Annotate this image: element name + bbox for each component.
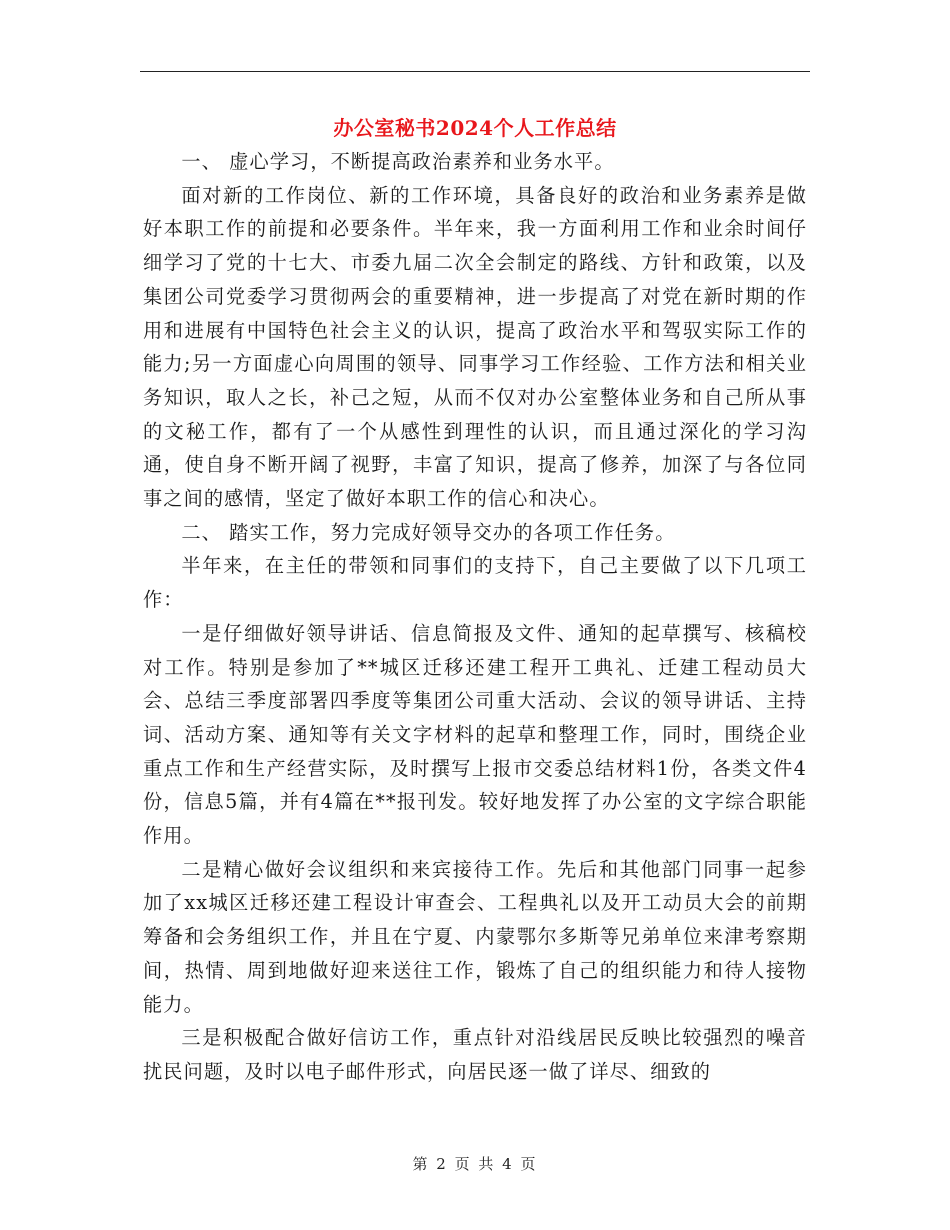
paragraph: 一是仔细做好领导讲话、信息简报及文件、通知的起草撰写、核稿校对工作。特别是参加了**城区迁移还建工程开工典礼、迁建工程动员大会、总结三季度部署四季度等集团公司重大活动、会议的领导讲话、主持词、活动方案、通知等有关文字材料的起草和整理工作，同时，围绕企业重点工作和生产经营实际，及时撰写上报市交委总结材料1份，各类文件4份，信息5篇，并有4篇在**报刊发。较好地发挥了办公室的文字综合职能作用。: [143, 621, 807, 848]
paragraph: 半年来，在主任的带领和同事们的支持下，自己主要做了以下几项工作：: [143, 554, 807, 612]
document-body: [143, 145, 807, 1089]
paragraph: 三是积极配合做好信访工作，重点针对沿线居民反映比较强烈的噪音扰民问题，及时以电子邮件形式，向居民逐一做了详尽、细致的: [143, 1026, 807, 1083]
paragraph: 二是精心做好会议组织和来宾接待工作。先后和其他部门同事一起参加了xx城区迁移还建工程设计审查会、工程典礼以及开工动员大会的前期筹备和会务组织工作，并且在宁夏、内蒙鄂尔多斯等兄弟单位来津考察期间，热情、周到地做好迎来送往工作，锻炼了自己的组织能力和待人接物能力。: [143, 857, 807, 1016]
paragraph: 面对新的工作岗位、新的工作环境，具备良好的政治和业务素养是做好本职工作的前提和必要条件。半年来，我一方面利用工作和业余时间仔细学习了党的十七大、市委九届二次全会制定的路线、方针和政策，以及集团公司党委学习贯彻两会的重要精神，进一步提高了对党在新时期的作用和进展有中国特色社会主义的认识，提高了政治水平和驾驭实际工作的能力;另一方面虚心向周围的领导、同事学习工作经验、工作方法和相关业务知识，取人之长，补己之短，从而不仅对办公室整体业务和自己所从事的文秘工作，都有了一个从感性到理性的认识，而且通过深化的学习沟通，使自身不断开阔了视野，丰富了知识，提高了修养，加深了与各位同事之间的感情，坚定了做好本职工作的信心和决心。: [143, 183, 807, 511]
header-rule: [140, 71, 810, 72]
paragraph-heading-2: 二、 踏实工作，努力完成好领导交办的各项工作任务。: [181, 520, 676, 544]
document-title: 办公室秘书2024个人工作总结: [333, 116, 617, 140]
paragraph-heading-1: 一、 虚心学习，不断提高政治素养和业务水平。: [181, 150, 615, 173]
page-footer: 第 2 页 共 4 页: [412, 1155, 538, 1173]
